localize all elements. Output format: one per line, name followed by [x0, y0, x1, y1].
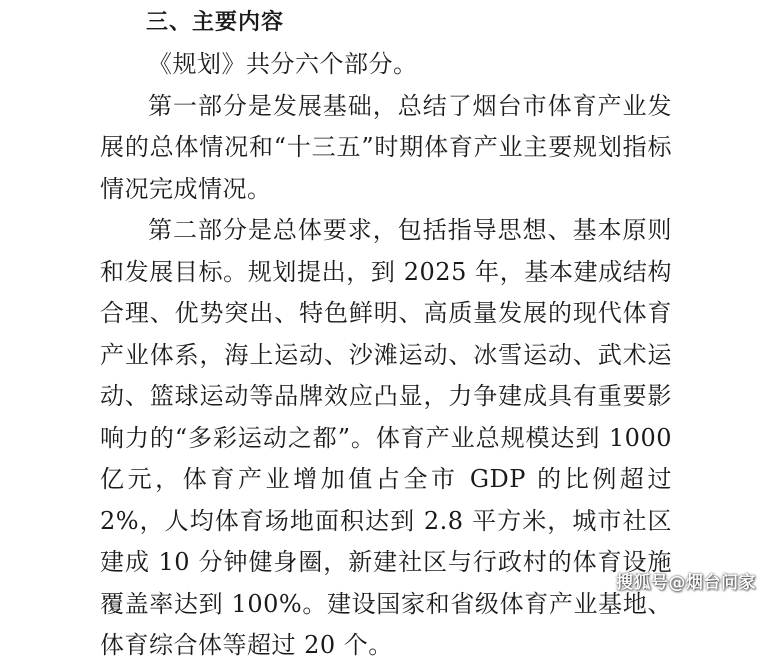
document-body [100, 44, 672, 667]
paragraph-intro: 《规划》共分六个部分。 [148, 50, 418, 78]
section-heading: 三、主要内容 [146, 10, 285, 35]
paragraph-part-one: 第一部分是发展基础，总结了烟台市体育产业发展的总体情况和“十三五”时期体育产业主要规划指标情况完成情况。 [100, 91, 672, 203]
paragraph-part-two: 第二部分是总体要求，包括指导思想、基本原则和发展目标。规划提出，到 2025 年，基本建成结构合理、优势突出、特色鲜明、高质量发展的现代体育产业体系，海上运动、沙滩运动、冰雪运动、武术运动、篮球运动等品牌效应凸显，力争建成具有重要影响力的“多彩运动之都”。体育产业总规模达到 1000 亿元，体育产业增加值占全市 GDP 的比例超过 2%，人均体育场地面积达到 2.8 平方米，城市社区建成 10 分钟健身圈，新建社区与行政村的体育设施覆盖率达到 100%。建设国家和省级体育产业基地、体育综合体等超过 20 个。 [100, 216, 672, 659]
watermark-text: 搜狐号@烟台问家 [616, 573, 756, 593]
